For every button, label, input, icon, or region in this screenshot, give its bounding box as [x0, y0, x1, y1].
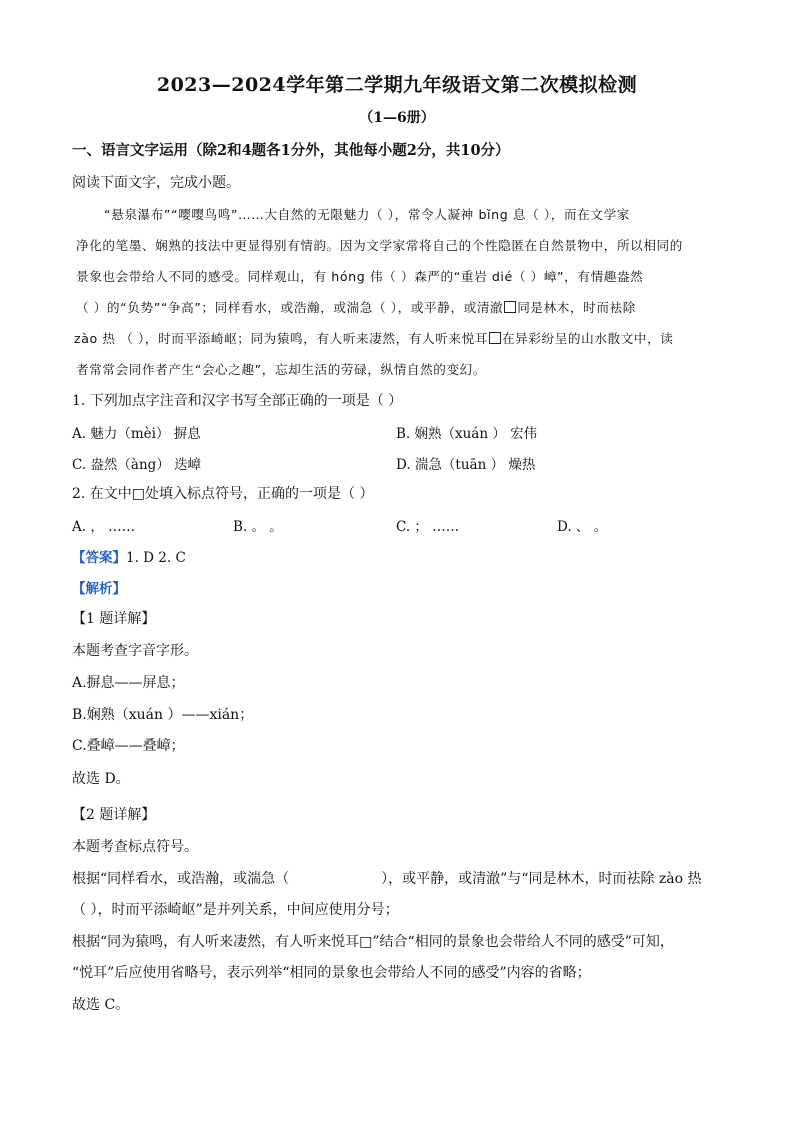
- document-subtitle: （1—6册）: [359, 110, 435, 126]
- passage-line: 净化的笔墨、娴熟的技法中更显得别有情韵。因为文学家常将自己的个性隐匿在自然景物中，所以相同的: [76, 238, 683, 253]
- detail-2-heading: 【2 题详解】: [72, 807, 156, 823]
- analysis-label: 【解析】: [72, 581, 126, 597]
- document-title: 2023—2024学年第二学期九年级语文第二次模拟检测: [156, 74, 638, 96]
- question-2-stem: 2. 在文中□处填入标点符号，正确的一项是（ ）: [72, 486, 374, 502]
- detail-2-text: ），或平静，或清澈”与“同是林木，时而祛除 zào 热: [381, 871, 702, 887]
- detail-1-item-b: B.娴熟（xuán ）——xián；: [72, 707, 254, 723]
- question-1-option-b: B. 娴熟（xuán ） 宏伟: [396, 426, 538, 442]
- detail-1-heading: 【1 题详解】: [72, 611, 156, 627]
- passage-text: zào 热 （ ），时而平添崎岖；同为猿鸣，有人听来凄然，有人听来悦耳: [74, 331, 488, 346]
- passage-line: 者常常会同作者产生“会心之趣”，忘却生活的劳碌，纵情自然的变幻。: [76, 362, 487, 377]
- answer-line: [72, 546, 186, 566]
- question-1-option-a: A. 魅力（mèi） 摒息: [72, 426, 201, 442]
- detail-1-item-c: C.叠嶂——叠嶂；: [72, 738, 185, 754]
- passage-line: [76, 297, 636, 316]
- passage-line: 景象也会带给人不同的感受。同样观山，有 hóng 伟（ ）森严的“重岩 dié（ ）嶂”，有情趣盎然: [76, 269, 644, 284]
- blank-box-icon: [489, 332, 501, 344]
- passage-line: “悬泉瀑布”“嘤嘤鸟鸣”……大自然的无限魅力（ ），常令人凝神 bǐng 息（ ），而在文学家: [104, 207, 630, 222]
- answer-label: 【答案】: [72, 550, 126, 566]
- detail-2-conclusion: 故选 C。: [72, 997, 130, 1013]
- detail-1-item-a: A.摒息——屏息；: [72, 675, 185, 691]
- reading-instruction: 阅读下面文字，完成小题。: [72, 175, 240, 191]
- detail-2-intro: 本题考查标点符号。: [72, 839, 198, 855]
- detail-2-text: 根据“同样看水，或浩瀚，或湍急（: [72, 871, 290, 887]
- question-1-option-c: C. 盎然（àng） 迭嶂: [72, 457, 202, 473]
- passage-text: （ ）的“负势”“争高”；同样看水，或浩瀚，或湍急（ ），或平静，或清澈: [76, 300, 504, 315]
- question-2-option-b: B. 。 。: [233, 519, 283, 535]
- blank-box-icon: [504, 301, 516, 313]
- detail-1-intro: 本题考查字音字形。: [72, 643, 198, 659]
- passage-text: 同是林木，时而袪除: [517, 300, 636, 315]
- detail-2-line: （ ），时而平添崎岖”是并列关系，中间应使用分号；: [72, 902, 399, 918]
- detail-2-line: “悦耳”后应使用省略号，表示列举“相同的景象也会带给人不同的感受”内容的省略；: [72, 965, 591, 981]
- question-1-option-d: D. 湍急（tuān ） 燥热: [396, 457, 536, 473]
- detail-1-conclusion: 故选 D。: [72, 771, 130, 787]
- question-1-stem: 1. 下列加点字注音和汉字书写全部正确的一项是（ ）: [72, 393, 403, 409]
- detail-2-line: [72, 868, 702, 888]
- question-2-option-d: D. 、 。: [557, 519, 608, 535]
- passage-text: 在异彩纷呈的山水散文中，读: [501, 331, 674, 346]
- detail-2-line: 根据“同为猿鸣，有人听来凄然，有人听来悦耳□”结合“相同的景象也会带给人不同的感受”可知，: [72, 934, 674, 950]
- question-2-option-a: A. ， ……: [72, 519, 136, 535]
- answer-value: 1. D 2. C: [126, 550, 186, 566]
- passage-line: [74, 328, 674, 347]
- section-heading: 一、语言文字运用（除2和4题各1分外，其他每小题2分，共10分）: [72, 142, 510, 159]
- question-2-option-c: C. ； ……: [396, 519, 460, 535]
